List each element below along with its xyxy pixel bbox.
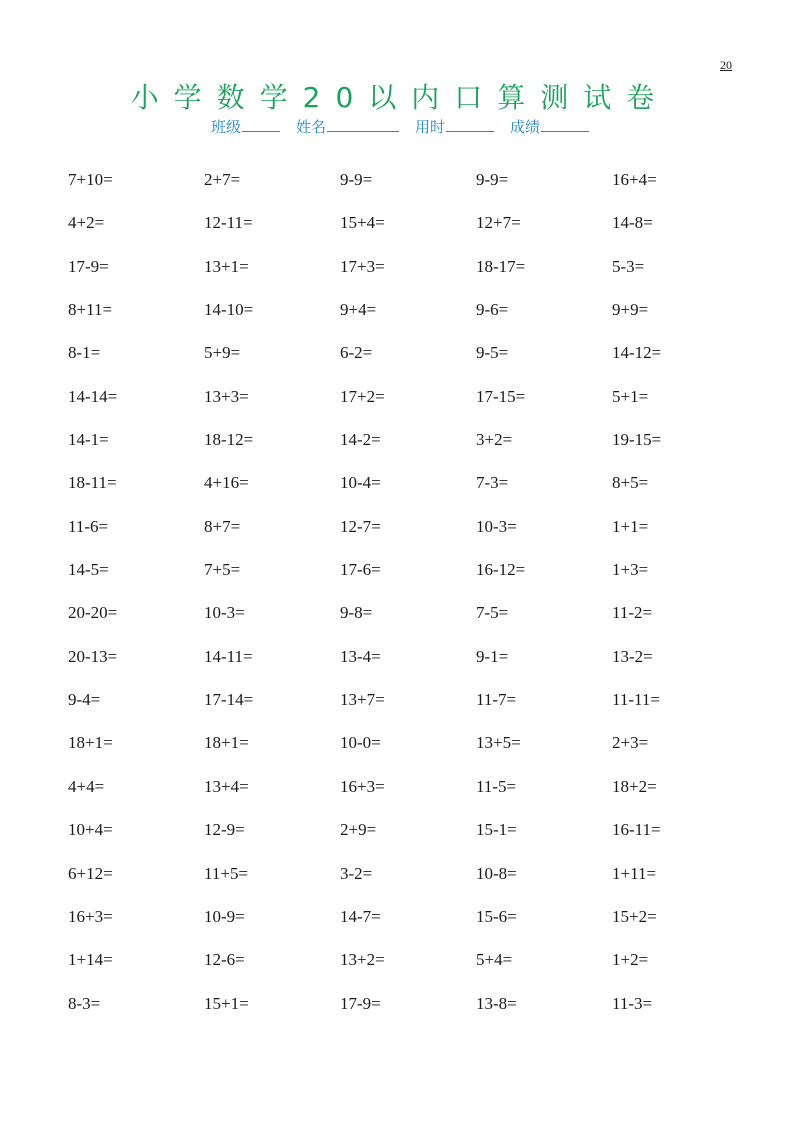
arithmetic-problem: 3-2=: [340, 863, 373, 883]
arithmetic-problem: 16+3=: [68, 906, 113, 926]
arithmetic-problem: 18-12=: [204, 430, 254, 450]
arithmetic-problem: 9-8=: [340, 603, 373, 623]
arithmetic-problem: 5-3=: [612, 256, 645, 276]
class-field: [211, 116, 280, 137]
arithmetic-problem: 10-3=: [476, 516, 517, 536]
arithmetic-problem: 8+11=: [68, 300, 113, 320]
time-label: 用时: [415, 118, 446, 136]
arithmetic-problem: 2+3=: [612, 733, 649, 753]
arithmetic-problem: 1+14=: [68, 950, 113, 970]
arithmetic-problem: 11-2=: [612, 603, 653, 623]
arithmetic-problem: 9+9=: [612, 300, 649, 320]
arithmetic-problem: 9-9=: [476, 170, 509, 189]
score-label: 成绩: [510, 118, 541, 136]
arithmetic-problem: 14-10=: [204, 300, 254, 320]
arithmetic-problem: 14-2=: [340, 430, 381, 450]
arithmetic-problem: 14-11=: [204, 646, 253, 666]
student-info-line: [0, 116, 800, 137]
arithmetic-problem: 11-11=: [612, 690, 660, 710]
arithmetic-problem: 13+2=: [340, 950, 385, 970]
arithmetic-problem: 19-15=: [612, 430, 662, 450]
arithmetic-problem: 17-15=: [476, 386, 526, 406]
arithmetic-problem: 2+7=: [204, 170, 241, 189]
arithmetic-problem: 11-6=: [68, 516, 109, 536]
arithmetic-problem: 15-6=: [476, 906, 517, 926]
arithmetic-problem: 9+4=: [340, 300, 377, 320]
arithmetic-problem: 4+2=: [68, 213, 105, 233]
arithmetic-problem: 9-5=: [476, 343, 509, 363]
arithmetic-problem: 13-4=: [340, 646, 381, 666]
arithmetic-problem: 17-14=: [204, 690, 254, 710]
arithmetic-problem: 14-14=: [68, 386, 118, 406]
arithmetic-problem: 18+2=: [612, 776, 657, 796]
arithmetic-problem: 10-4=: [340, 473, 381, 493]
arithmetic-problem: 17-6=: [340, 560, 381, 580]
arithmetic-problem: 9-1=: [476, 646, 509, 666]
arithmetic-problem: 13-2=: [612, 646, 653, 666]
arithmetic-problem: 13+5=: [476, 733, 521, 753]
arithmetic-problem: 11+5=: [204, 863, 249, 883]
arithmetic-problem: 8+7=: [204, 516, 241, 536]
arithmetic-problem: 15+1=: [204, 993, 249, 1013]
arithmetic-problem: 8+5=: [612, 473, 649, 493]
arithmetic-problem: 18-11=: [68, 473, 117, 493]
arithmetic-problem: 1+11=: [612, 863, 657, 883]
arithmetic-problem: 18+1=: [68, 733, 113, 753]
arithmetic-problem: 9-4=: [68, 690, 101, 710]
class-blank[interactable]: [242, 117, 280, 132]
arithmetic-problem: 6+12=: [68, 863, 113, 883]
time-blank[interactable]: [446, 117, 494, 132]
arithmetic-problem: 11-7=: [476, 690, 517, 710]
arithmetic-problem: 10-0=: [340, 733, 381, 753]
arithmetic-problem: 17+3=: [340, 256, 385, 276]
arithmetic-problem: 7+5=: [204, 560, 241, 580]
arithmetic-problem: 13+1=: [204, 256, 249, 276]
arithmetic-problem: 18-17=: [476, 256, 526, 276]
arithmetic-problem: 12-11=: [204, 213, 253, 233]
arithmetic-problem: 12+7=: [476, 213, 521, 233]
time-field: [415, 116, 494, 137]
arithmetic-problem: 11-3=: [612, 993, 653, 1013]
arithmetic-problem: 13+3=: [204, 386, 249, 406]
arithmetic-problem: 17-9=: [340, 993, 381, 1013]
arithmetic-problem: 14-1=: [68, 430, 109, 450]
arithmetic-problem: 17+2=: [340, 386, 385, 406]
arithmetic-problem: 14-7=: [340, 906, 381, 926]
arithmetic-problem: 14-8=: [612, 213, 653, 233]
arithmetic-problem: 17-9=: [68, 256, 109, 276]
arithmetic-problem: 12-6=: [204, 950, 245, 970]
arithmetic-problem: 1+3=: [612, 560, 649, 580]
arithmetic-problem: 8-3=: [68, 993, 101, 1013]
page-number: 20: [720, 58, 732, 72]
arithmetic-problem: 1+1=: [612, 516, 649, 536]
arithmetic-problem: 12-9=: [204, 820, 245, 840]
arithmetic-problem: 15+2=: [612, 906, 657, 926]
arithmetic-problem: 20-13=: [68, 646, 118, 666]
arithmetic-problem: 16-11=: [612, 820, 661, 840]
arithmetic-problem: 16+3=: [340, 776, 385, 796]
arithmetic-problem: 7-3=: [476, 473, 509, 493]
arithmetic-problem: 4+4=: [68, 776, 105, 796]
arithmetic-problem: 20-20=: [68, 603, 118, 623]
score-blank[interactable]: [541, 117, 589, 132]
arithmetic-problem: 4+16=: [204, 473, 249, 493]
arithmetic-problem: 5+4=: [476, 950, 513, 970]
arithmetic-problem: 18+1=: [204, 733, 249, 753]
arithmetic-problem: 13+4=: [204, 776, 249, 796]
arithmetic-problem: 15-1=: [476, 820, 517, 840]
arithmetic-problem: 13+7=: [340, 690, 385, 710]
arithmetic-problem: 3+2=: [476, 430, 513, 450]
arithmetic-problem: 9-6=: [476, 300, 509, 320]
page-title: 小学数学20以内口算测试卷: [130, 81, 670, 114]
arithmetic-problem: 7+10=: [68, 170, 113, 189]
arithmetic-problem: 9-9=: [340, 170, 373, 189]
arithmetic-problem: 13-8=: [476, 993, 517, 1013]
name-blank[interactable]: [327, 117, 399, 132]
arithmetic-problem: 5+9=: [204, 343, 241, 363]
arithmetic-problem: 10-3=: [204, 603, 245, 623]
arithmetic-problem: 14-5=: [68, 560, 109, 580]
name-label: 姓名: [295, 118, 326, 136]
arithmetic-problem: 7-5=: [476, 603, 509, 623]
arithmetic-problem: 1+2=: [612, 950, 649, 970]
arithmetic-problem: 5+1=: [612, 386, 649, 406]
problem-grid: [68, 158, 748, 1025]
arithmetic-problem: 10-9=: [204, 906, 245, 926]
arithmetic-problem: 6-2=: [340, 343, 373, 363]
name-field: [296, 116, 399, 137]
arithmetic-problem: 15+4=: [340, 213, 385, 233]
arithmetic-problem: 11-5=: [476, 776, 517, 796]
arithmetic-problem: 16-12=: [476, 560, 526, 580]
arithmetic-problem: 10+4=: [68, 820, 113, 840]
arithmetic-problem: 12-7=: [340, 516, 381, 536]
arithmetic-problem: 2+9=: [340, 820, 377, 840]
score-field: [510, 116, 589, 137]
arithmetic-problem: 16+4=: [612, 170, 657, 189]
arithmetic-problem: 8-1=: [68, 343, 101, 363]
arithmetic-problem: 10-8=: [476, 863, 517, 883]
arithmetic-problem: 14-12=: [612, 343, 662, 363]
class-label: 班级: [210, 118, 241, 136]
